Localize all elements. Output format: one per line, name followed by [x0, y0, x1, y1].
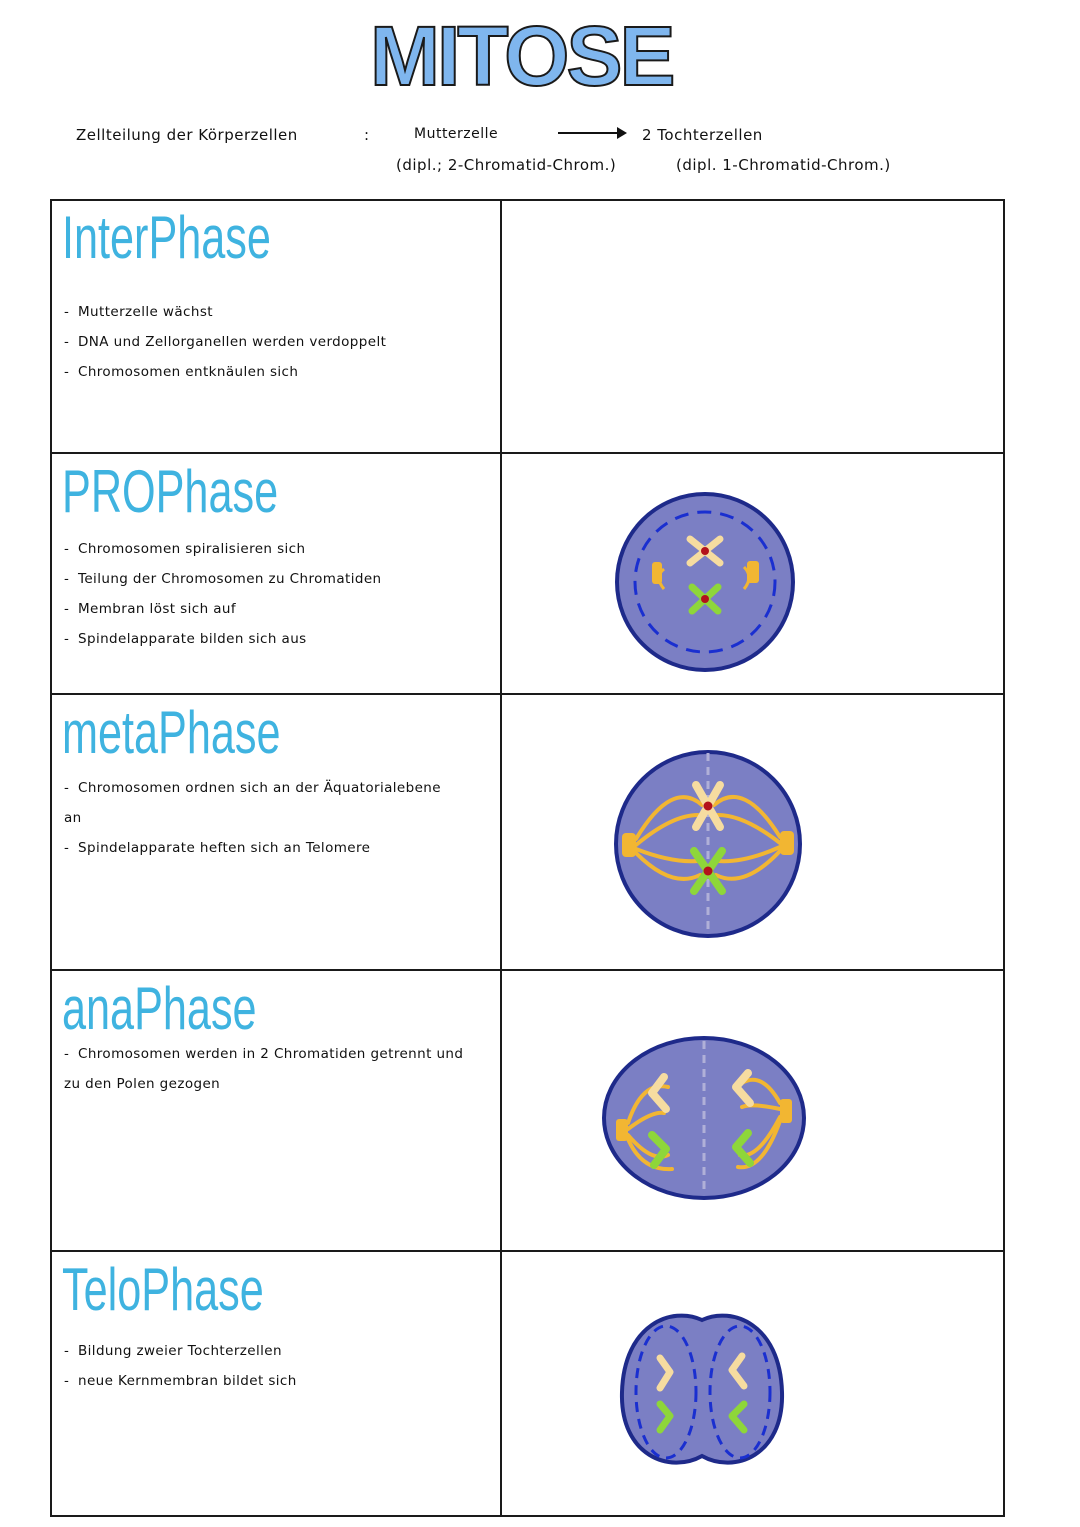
list-item: - Chromosomen ordnen sich an der Äquatorialebene an: [64, 780, 441, 826]
page-title: MITOSE: [370, 9, 673, 103]
list-item: - Bildung zweier Tochterzellen: [64, 1343, 282, 1359]
arrow-head-icon: [617, 127, 627, 139]
arrow-icon: [558, 132, 620, 134]
list-item: - neue Kernmembran bildet sich: [64, 1373, 297, 1389]
phase-title-interphase: InterPhase: [62, 204, 271, 271]
row-divider: [52, 452, 1003, 454]
list-item: - Membran löst sich auf: [64, 601, 237, 617]
mother-cell-label: Mutterzelle: [414, 126, 499, 142]
list-item: - Mutterzelle wächst: [64, 304, 213, 320]
mother-cell-note: (dipl.; 2-Chromatid-Chrom.): [396, 156, 617, 174]
cell-body: [617, 494, 793, 670]
phase-title-prophase: PROPhase: [62, 458, 279, 525]
row-divider: [52, 1250, 1003, 1252]
daughter-cells-note: (dipl. 1-Chromatid-Chrom.): [676, 156, 891, 174]
row-divider: [52, 693, 1003, 695]
list-item: - Chromosomen entknäulen sich: [64, 364, 299, 380]
prophase-bullets: [64, 534, 381, 654]
phase-table: [50, 199, 1005, 1517]
metaphase-cell-diagram: [572, 739, 972, 949]
phase-title-anaphase: anaPhase: [62, 975, 257, 1042]
anaphase-cell-diagram: [572, 1031, 972, 1211]
metaphase-bullets: [64, 773, 444, 863]
list-item: - DNA und Zellorganellen werden verdoppelt: [64, 334, 387, 350]
list-item: - Spindelapparate bilden sich aus: [64, 631, 307, 647]
column-divider: [500, 201, 502, 1515]
anaphase-bullets: [64, 1039, 474, 1099]
telophase-bullets: [64, 1336, 297, 1396]
list-item: - Teilung der Chromosomen zu Chromatiden: [64, 571, 382, 587]
interphase-bullets: [64, 297, 386, 387]
list-item: - Spindelapparate heften sich an Telomere: [64, 840, 371, 856]
intro-colon: :: [364, 126, 370, 144]
centrosome: [622, 833, 636, 857]
list-item: - Chromosomen werden in 2 Chromatiden getrennt und zu den Polen gezogen: [64, 1046, 464, 1092]
intro-label: Zellteilung der Körperzellen: [76, 126, 298, 144]
daughter-cells-label: 2 Tochterzellen: [642, 126, 763, 144]
list-item: - Chromosomen spiralisieren sich: [64, 541, 306, 557]
phase-title-metaphase: metaPhase: [62, 699, 281, 766]
phase-title-telophase: TeloPhase: [62, 1256, 264, 1323]
telophase-cell-diagram: [572, 1306, 972, 1486]
row-divider: [52, 969, 1003, 971]
prophase-cell-diagram: [572, 479, 972, 679]
centrosome: [780, 831, 794, 855]
